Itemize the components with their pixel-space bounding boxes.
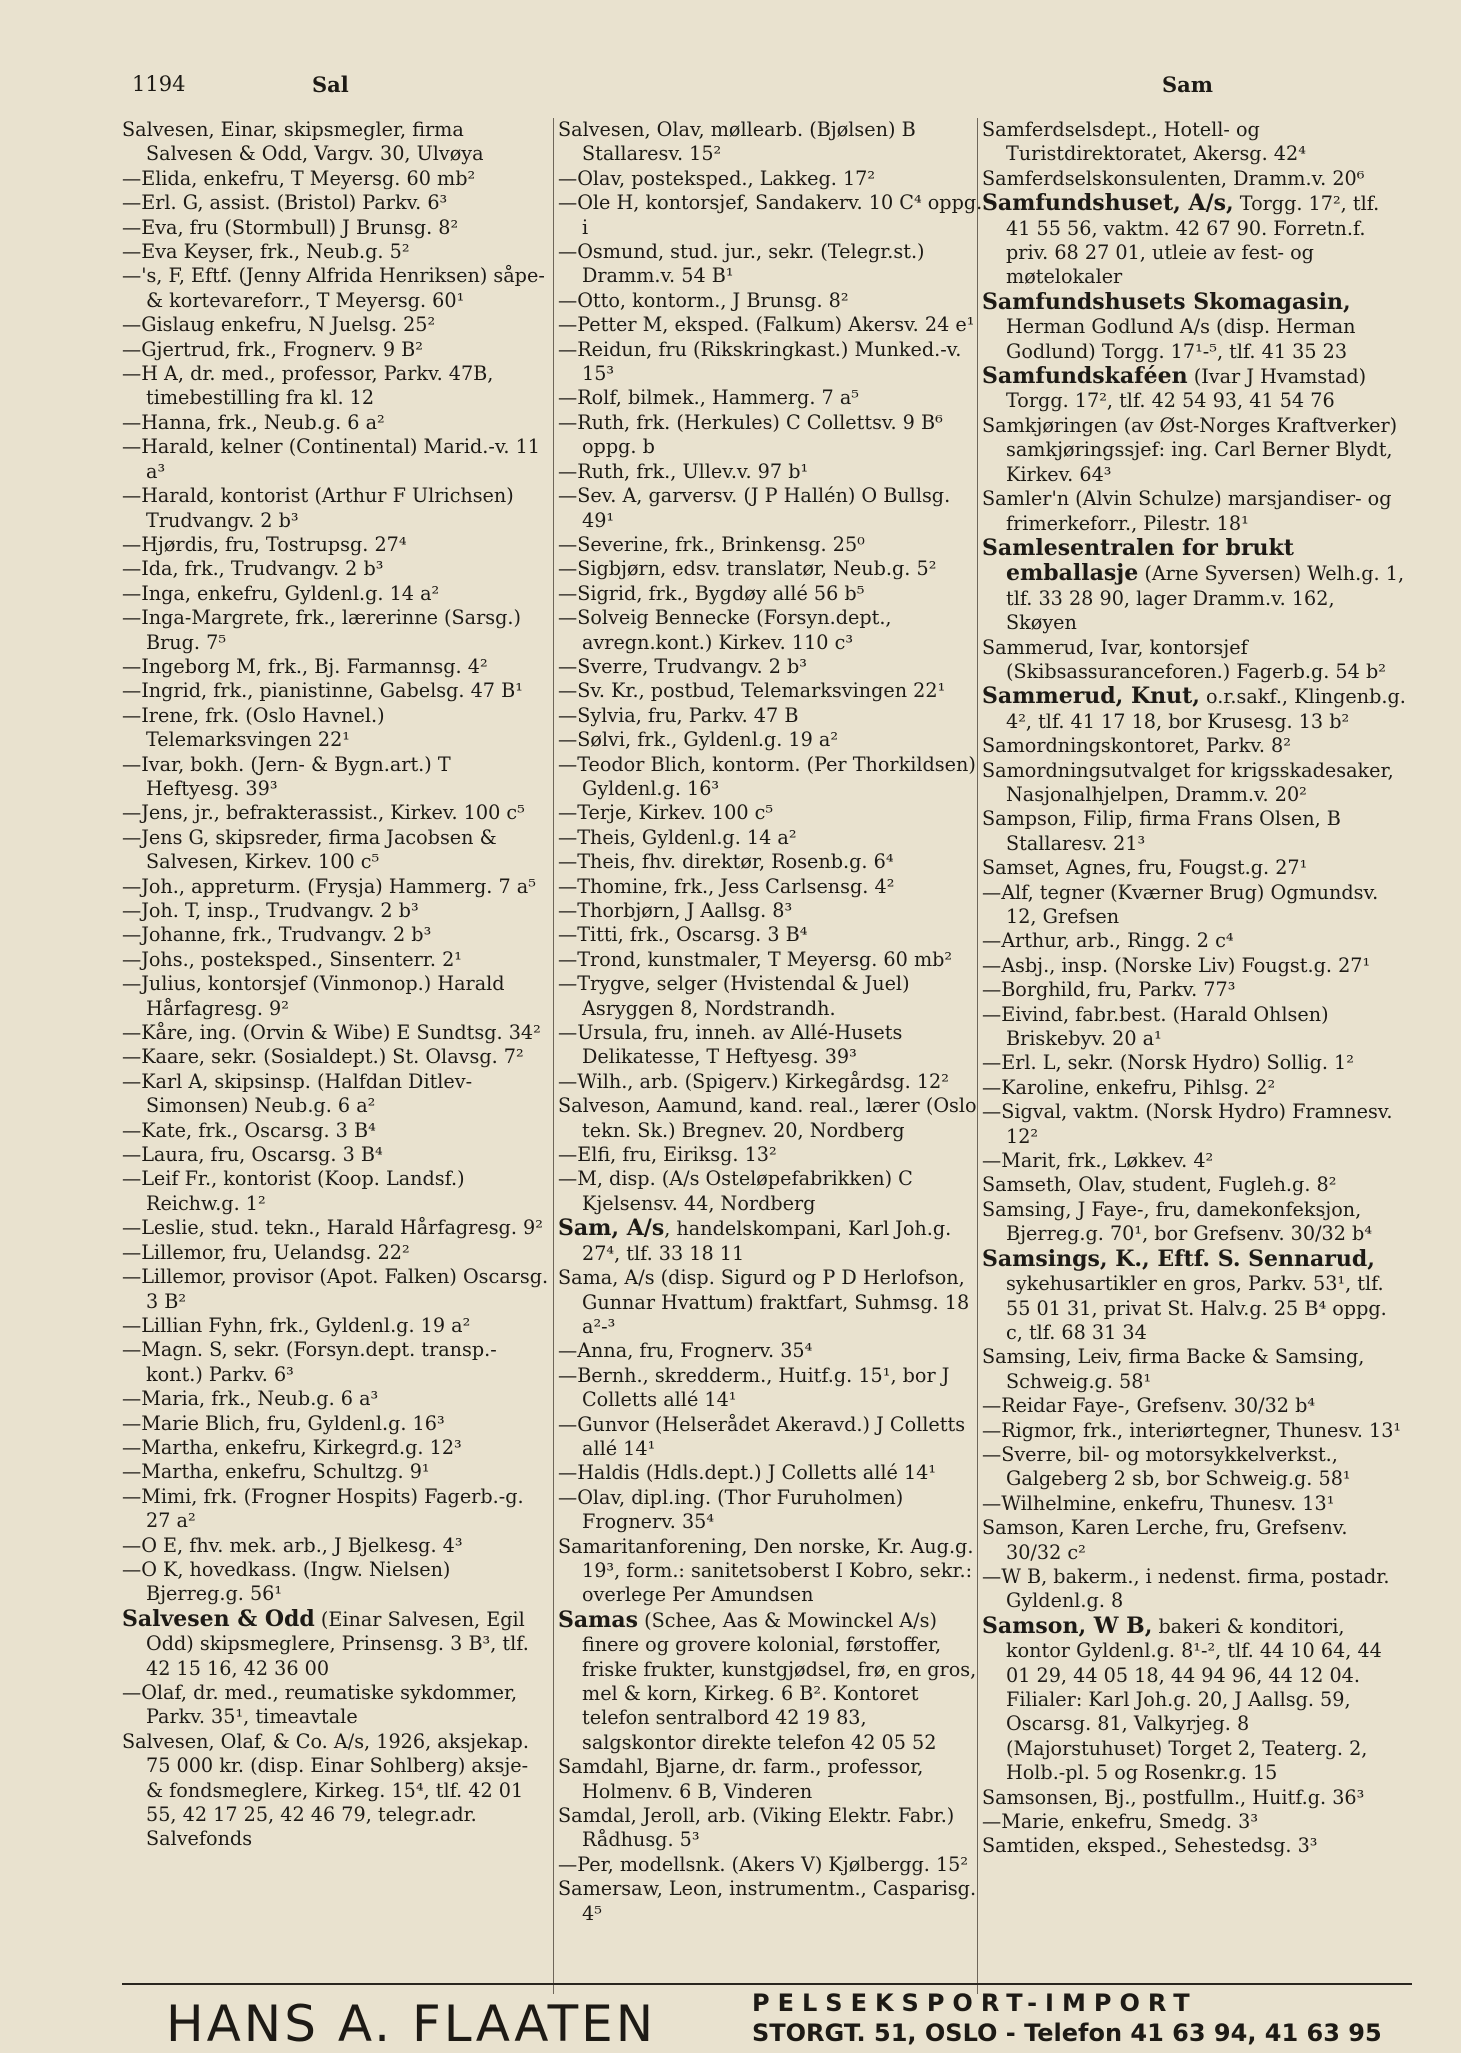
directory-entry: —Joh. T, insp., Trudvangv. 2 b³ [122, 899, 419, 922]
directory-entry: —Kaare, sekr. (Sosialdept.) St. Olavsg. 7² [122, 1045, 524, 1069]
directory-entry: —Solveig Bennecke (Forsyn.dept., avregn.kont.) Kirkev. 110 c³ [558, 606, 892, 654]
advert-company-name: HANS A. FLAATEN [166, 1995, 657, 2053]
directory-entry: —Kate, frk., Oscarsg. 3 B⁴ [122, 1118, 376, 1142]
directory-entry: Sammerud, Ivar, kontorsjef (Skibsassuranceforen.) Fagerb.g. 54 b² [982, 635, 1386, 683]
column-divider [553, 118, 554, 1994]
advert-address: STORGT. 51, OSLO - Telefon 41 63 94, 41 63 95 [752, 2019, 1382, 2047]
header-right-word: Sam [1162, 72, 1213, 97]
directory-entry: —O K, hovedkass. (Ingw. Nielsen) Bjerreg.g. 56¹ [122, 1557, 451, 1606]
directory-entry: Samfundshuset, A/s, Torgg. 17², tlf. 41 55 56, vaktm. 42 67 90. Forretn.f. priv. 68 27 01, utleie av fest- og møtelokaler [982, 190, 1380, 289]
directory-entry: —Karoline, enkefru, Pihlsg. 2² [982, 1075, 1276, 1099]
directory-entry: Salvesen, Einar, skipsmegler, firma Salvesen & Odd, Vargv. 30, Ulvøya [122, 118, 484, 166]
directory-entry: Samson, Karen Lerche, fru, Grefsenv. 30/32 c² [982, 1516, 1348, 1564]
directory-entry: —Kåre, ing. (Orvin & Wibe) E Sundtsg. 34² [122, 1021, 541, 1045]
directory-entry: —Leif Fr., kontorist (Koop. Landsf.) Reichw.g. 1² [122, 1167, 465, 1215]
directory-entry: —Asbj., insp. (Norske Liv) Fougst.g. 27¹ [982, 953, 1371, 977]
column-3 [982, 118, 1406, 1998]
directory-entry: —'s, F, Eftf. (Jenny Alfrida Henriksen) såpe- & kortevareforr., T Meyersg. 60¹ [122, 264, 545, 312]
directory-entry: Samsonsen, Bj., postfullm., Huitf.g. 36³ [982, 1785, 1365, 1809]
directory-entry: Salveson, Aamund, kand. real., lærer (Oslo tekn. Sk.) Bregnev. 20, Nordberg [558, 1094, 977, 1142]
directory-entry: —Osmund, stud. jur., sekr. (Telegr.st.) Dramm.v. 54 B¹ [558, 240, 925, 288]
directory-entry: Sammerud, Knut, o.r.sakf., Klingenb.g. 4², tlf. 41 17 18, bor Krusesg. 13 b² [982, 683, 1406, 733]
directory-entry: —Ingeborg M, frk., Bj. Farmannsg. 4² [122, 654, 488, 678]
directory-entry: Samaritanforening, Den norske, Kr. Aug.g. 19³, form.: sanitetsoberst I Kobro, sekr.: overlege Per Amundsen [558, 1534, 974, 1607]
directory-entry: —Reidar Faye-, Grefsenv. 30/32 b⁴ [982, 1394, 1316, 1418]
directory-entry: —Olaf, dr. med., reumatiske sykdommer, Parkv. 35¹, timeavtale [122, 1681, 518, 1729]
directory-entry: —Rigmor, frk., interiørtegner, Thunesv. 13¹ [982, 1418, 1402, 1442]
advertisement-banner [122, 1983, 1412, 2053]
directory-entry: Samseth, Olav, student, Fugleh.g. 8² [982, 1173, 1337, 1197]
directory-entry: —W B, bakerm., i nedenst. firma, postadr. Gyldenl.g. 8 [982, 1564, 1390, 1613]
directory-entry: —Ursula, fru, inneh. av Allé-Husets Delikatesse, T Heftyesg. 39³ [558, 1021, 903, 1069]
directory-entry: Sam, A/s, handelskompani, Karl Joh.g. 27⁴, tlf. 33 18 11 [558, 1215, 952, 1265]
directory-entry: —Elida, enkefru, T Meyersg. 60 mb² [122, 166, 476, 190]
directory-entry: —Borghild, fru, Parkv. 77³ [982, 978, 1236, 1002]
directory-entry: —Leslie, stud. tekn., Harald Hårfagresg. 9² [122, 1216, 543, 1240]
directory-entry: —Ruth, frk., Ullev.v. 97 b¹ [558, 459, 809, 483]
directory-entry: —Haldis (Hdls.dept.) J Colletts allé 14¹ [558, 1461, 937, 1485]
directory-entry: —Gislaug enkefru, N Juelsg. 25² [122, 313, 436, 337]
advert-tagline: PELSEKSPORT-IMPORT [752, 1989, 1198, 2017]
directory-entry: —Sølvi, frk., Gyldenl.g. 19 a² [558, 728, 839, 752]
directory-entry: —Jens G, skipsreder, firma Jacobsen & Salvesen, Kirkev. 100 c⁵ [122, 825, 497, 874]
directory-entry: —Lillemor, fru, Uelandsg. 22² [122, 1240, 410, 1264]
directory-entry: —Irene, frk. (Oslo Havnel.) Telemarksvingen 22¹ [122, 703, 385, 752]
directory-entry: Samordningskontoret, Parkv. 8² [982, 734, 1291, 758]
directory-entry: —Elfi, fru, Eiriksg. 13² [558, 1143, 777, 1167]
directory-entry: —Eivind, fabr.best. (Harald Ohlsen) Briskebyv. 20 a¹ [982, 1002, 1329, 1051]
directory-entry: —Marit, frk., Løkkev. 4² [982, 1149, 1214, 1173]
directory-entry: —Martha, enkefru, Schultzg. 9¹ [122, 1460, 430, 1484]
directory-entry: —Ole H, kontorsjef, Sandakerv. 10 C⁴ oppg. i [558, 191, 983, 239]
directory-entry: —Sylvia, fru, Parkv. 47 B [558, 703, 799, 727]
directory-entry: —Hjørdis, fru, Tostrupsg. 27⁴ [122, 532, 407, 556]
directory-entry: —Marie, enkefru, Smedg. 3³ [982, 1810, 1259, 1834]
directory-entry: —Lillian Fyhn, frk., Gyldenl.g. 19 a² [122, 1313, 471, 1337]
directory-entry: —Severine, frk., Brinkensg. 25⁰ [558, 532, 865, 556]
directory-entry: —Alf, tegner (Kværner Brug) Ogmundsv. 12, Grefsen [982, 880, 1379, 928]
directory-entry: —Sigbjørn, edsv. translatør, Neub.g. 5² [558, 557, 937, 581]
directory-entry: Samsings, K., Eftf. S. Sennarud, sykehusartikler en gros, Parkv. 53¹, tlf. 55 01 31, privat St. Halv.g. 25 B⁴ oppg. c, tlf. 68 31 34 [982, 1245, 1387, 1344]
column-1 [122, 118, 550, 1998]
directory-entry: —Trond, kunstmaler, T Meyersg. 60 mb² [558, 947, 953, 971]
directory-entry: —Teodor Blich, kontorm. (Per Thorkildsen) Gyldenl.g. 16³ [558, 752, 976, 800]
directory-entry: Samsing, J Faye-, fru, damekonfeksjon, Bjerreg.g. 70¹, bor Grefsenv. 30/32 b⁴ [982, 1197, 1373, 1246]
directory-entry: —Sigrid, frk., Bygdøy allé 56 b⁵ [558, 581, 865, 605]
directory-entry: —H A, dr. med., professor, Parkv. 47B, timebestilling fra kl. 12 [122, 362, 494, 410]
directory-entry: —Harald, kelner (Continental) Marid.-v. 11 a³ [122, 435, 540, 483]
directory-entry: —Arthur, arb., Ringg. 2 c⁴ [982, 929, 1234, 953]
directory-entry: Samkjøringen (av Øst-Norges Kraftverker) samkjøringssjef: ing. Carl Berner Blydt, Kirkev. 64³ [982, 413, 1398, 486]
directory-entry: —Karl A, skipsinsp. (Halfdan Ditlev-Simonsen) Neub.g. 6 a² [122, 1069, 473, 1118]
directory-entry: —O E, fhv. mek. arb., J Bjelkesg. 4³ [122, 1533, 463, 1557]
directory-entry: Samordningsutvalget for krigsskadesaker, Nasjonalhjelpen, Dramm.v. 20² [982, 758, 1394, 806]
directory-entry: Samfundskaféen (Ivar J Hvamstad) Torgg. 17², tlf. 42 54 93, 41 54 76 [982, 363, 1367, 413]
directory-entry: —Johs., posteksped., Sinsenterr. 2¹ [122, 947, 462, 971]
directory-entry: —Erl. L, sekr. (Norsk Hydro) Sollig. 1² [982, 1051, 1354, 1075]
directory-entry: —Ruth, frk. (Herkules) C Collettsv. 9 B⁶ oppg. b [558, 410, 943, 459]
directory-entry: Samferdselskonsulenten, Dramm.v. 20⁶ [982, 166, 1365, 190]
directory-entry: Samsing, Leiv, firma Backe & Samsing, Schweig.g. 58¹ [982, 1345, 1365, 1393]
directory-entry: Salvesen, Olaf, & Co. A/s, 1926, aksjekap. 75 000 kr. (disp. Einar Sohlberg) aksje- & fondsmeglere, Kirkeg. 15⁴, tlf. 42 01 55, 42 17 25, 42 46 79, telegr.adr. Salvefonds [122, 1729, 529, 1851]
directory-entry: —Gunvor (Helserådet Akeravd.) J Colletts allé 14¹ [558, 1412, 966, 1460]
directory-entry: —Ivar, bokh. (Jern- & Bygn.art.) T Heftyesg. 39³ [122, 752, 451, 800]
directory-entry: —Jens, jr., befrakterassist., Kirkev. 100 c⁵ [122, 801, 525, 825]
directory-entry: Salvesen & Odd (Einar Salvesen, Egil Odd) skipsmeglere, Prinsensg. 3 B³, tlf. 42 15 16, 42 36 00 [122, 1605, 529, 1680]
directory-entry: —Julius, kontorsjef (Vinmonop.) Harald Hårfagresg. 9² [122, 972, 505, 1020]
directory-entry: Samlesentralen for brukt emballasje (Arne Syversen) Welh.g. 1, tlf. 33 28 90, lager Dramm.v. 162, Skøyen [982, 534, 1405, 635]
directory-entry: —Lillemor, provisor (Apot. Falken) Oscarsg. 3 B² [122, 1265, 549, 1313]
directory-entry: —Reidun, fru (Rikskringkast.) Munked.-v. 15³ [558, 337, 962, 386]
directory-entry: —Martha, enkefru, Kirkegrd.g. 12³ [122, 1435, 462, 1459]
directory-entry: —Thorbjørn, J Aallsg. 8³ [558, 899, 793, 922]
directory-entry: —Theis, Gyldenl.g. 14 a² [558, 825, 797, 849]
directory-entry: —Titti, frk., Oscarsg. 3 B⁴ [558, 923, 808, 947]
directory-entry: Samdahl, Bjarne, dr. farm., professor, Holmenv. 6 B, Vinderen [558, 1755, 924, 1803]
directory-entry: —Olav, dipl.ing. (Thor Furuholmen) Frognerv. 35⁴ [558, 1485, 904, 1534]
directory-entry: —Sigval, vaktm. (Norsk Hydro) Framnesv. 12² [982, 1100, 1393, 1148]
directory-entry: —Olav, posteksped., Lakkeg. 17² [558, 166, 876, 190]
directory-entry: Samas (Schee, Aas & Mowinckel A/s) finere og grovere kolonial, førstoffer, friske frukter, kunstgjødsel, frø, en gros, mel & korn, Kirkeg. 6 B². Kontoret telefon sentralbord 42 19 83, salgskontor direkte telefon 42 05 52 [558, 1606, 977, 1754]
directory-entry: Samdal, Jeroll, arb. (Viking Elektr. Fabr.) Rådhusg. 5³ [558, 1804, 955, 1852]
directory-entry: —Mimi, frk. (Frogner Hospits) Fagerb.-g. 27 a² [122, 1484, 524, 1533]
directory-entry: —Trygve, selger (Hvistendal & Juel) Asryggen 8, Nordstrandh. [558, 972, 910, 1020]
directory-entry: —Sverre, Trudvangv. 2 b³ [558, 654, 807, 678]
directory-entry: —Eva Keyser, frk., Neub.g. 5² [122, 240, 410, 264]
directory-entry: —Sev. A, garversv. (J P Hallén) O Bullsg. 49¹ [558, 484, 951, 532]
directory-entry: Samset, Agnes, fru, Fougst.g. 27¹ [982, 856, 1308, 880]
directory-entry: —Per, modellsnk. (Akers V) Kjølbergg. 15² [558, 1852, 969, 1876]
directory-entry: —Inga, enkefru, Gyldenl.g. 14 a² [122, 581, 440, 605]
directory-entry: —Otto, kontorm., J Brunsg. 8² [558, 288, 849, 312]
directory-entry: —Rolf, bilmek., Hammerg. 7 a⁵ [558, 386, 859, 410]
directory-entry: —Joh., appreturm. (Frysja) Hammerg. 7 a⁵ [122, 874, 536, 898]
directory-entry: —Eva, fru (Stormbull) J Brunsg. 8² [122, 215, 459, 239]
directory-entry: —Sv. Kr., postbud, Telemarksvingen 22¹ [558, 679, 946, 703]
directory-entry: Samson, W B, bakeri & konditori, kontor Gyldenl.g. 8¹-², tlf. 44 10 64, 44 01 29, 44 05 18, 44 94 96, 44 12 04. Filialer: Karl Joh.g. 20, J Aallsg. 59, Oscarsg. 81, Valkyrjeg. 8 (Majorstuhuset) Torget 2, Teaterg. 2, Holb.-pl. 5 og Rosenkr.g. 15 [982, 1612, 1382, 1785]
directory-entry: —Anna, fru, Frognerv. 35⁴ [558, 1339, 813, 1363]
directory-entry: Sampson, Filip, firma Frans Olsen, B Stallaresv. 21³ [982, 807, 1341, 855]
directory-entry: —Erl. G, assist. (Bristol) Parkv. 6³ [122, 191, 448, 215]
directory-entry: —Terje, Kirkev. 100 c⁵ [558, 801, 774, 825]
directory-entry: —Inga-Margrete, frk., lærerinne (Sarsg.) Brug. 7⁵ [122, 606, 521, 654]
directory-entry: —Petter M, eksped. (Falkum) Akersv. 24 e¹ [558, 313, 975, 337]
directory-entry: —Gjertrud, frk., Frognerv. 9 B² [122, 337, 423, 361]
directory-entry: —Ida, frk., Trudvangv. 2 b³ [122, 557, 384, 581]
directory-entry: —Wilhelmine, enkefru, Thunesv. 13¹ [982, 1491, 1335, 1515]
directory-entry: —M, disp. (A/s Osteløpefabrikken) C Kjelsensv. 44, Nordberg [558, 1167, 913, 1215]
directory-entry: —Magn. S, sekr. (Forsyn.dept. transp.-kont.) Parkv. 6³ [122, 1338, 497, 1386]
directory-entry: —Theis, fhv. direktør, Rosenb.g. 6⁴ [558, 850, 894, 874]
directory-entry: Samler'n (Alvin Schulze) marsjandiser- og frimerkeforr., Pilestr. 18¹ [982, 487, 1392, 535]
directory-entry: Salvesen, Olav, møllearb. (Bjølsen) B Stallaresv. 15² [558, 118, 916, 166]
header-left-word: Sal [312, 72, 349, 97]
directory-entry: —Sverre, bil- og motorsykkelverkst., Galgeberg 2 sb, bor Schweig.g. 58¹ [982, 1442, 1351, 1491]
directory-entry: —Marie Blich, fru, Gyldenl.g. 16³ [122, 1411, 445, 1435]
column-2 [558, 118, 986, 1998]
directory-entry: —Bernh., skredderm., Huitf.g. 15¹, bor J Colletts allé 14¹ [558, 1363, 950, 1412]
directory-entry: Samtiden, eksped., Sehestedsg. 3³ [982, 1834, 1318, 1858]
directory-entry: —Maria, frk., Neub.g. 6 a³ [122, 1387, 379, 1411]
directory-entry: Samfundshusets Skomagasin, Herman Godlund A/s (disp. Herman Godlund) Torgg. 17¹-⁵, tlf. 41 35 23 [982, 288, 1356, 363]
directory-entry: —Laura, fru, Oscarsg. 3 B⁴ [122, 1143, 383, 1167]
directory-entry: Sama, A/s (disp. Sigurd og P D Herlofson, Gunnar Hvattum) fraktfart, Suhmsg. 18 a²-³ [558, 1266, 970, 1338]
page-number: 1194 [132, 72, 186, 96]
directory-entry: —Harald, kontorist (Arthur F Ulrichsen) Trudvangv. 2 b³ [122, 484, 514, 532]
directory-entry: —Johanne, frk., Trudvangv. 2 b³ [122, 923, 432, 947]
directory-entry: Samersaw, Leon, instrumentm., Casparisg. 4⁵ [558, 1877, 977, 1925]
directory-entry: Samferdselsdept., Hotell- og Turistdirektoratet, Akersg. 42⁴ [982, 118, 1306, 166]
directory-entry: —Wilh., arb. (Spigerv.) Kirkegårdsg. 12² [558, 1069, 949, 1093]
directory-entry: —Hanna, frk., Neub.g. 6 a² [122, 410, 385, 434]
directory-entry: —Ingrid, frk., pianistinne, Gabelsg. 47 B¹ [122, 679, 523, 703]
directory-entry: —Thomine, frk., Jess Carlsensg. 4² [558, 874, 895, 898]
